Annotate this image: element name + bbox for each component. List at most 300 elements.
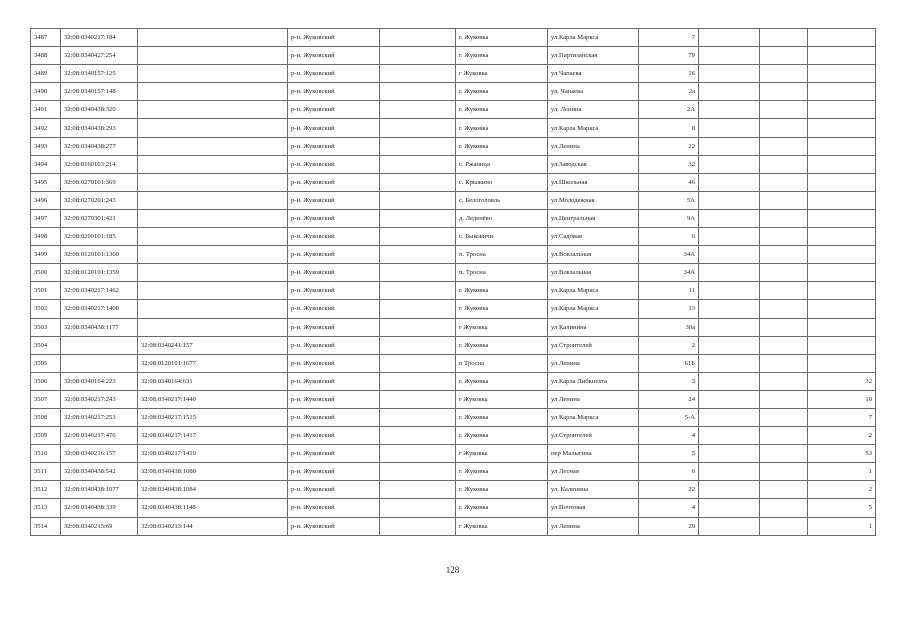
cell-building-cadastral-number [138,282,288,300]
cell-col-9 [699,282,760,300]
cell-district: р-н. Жуковский [288,390,380,408]
cell-row-number: 3513 [31,499,61,517]
cell-settlement: г. Жуковка [456,372,548,390]
cell-cadastral-number: 32:08:0340217:253 [61,408,138,426]
table-row [31,191,876,209]
table-row [31,336,876,354]
table-row [31,209,876,227]
page-number: 128 [445,565,460,575]
cell-house-number: 29 [639,517,699,535]
cell-cadastral-number: 32:08:0340164:223 [61,372,138,390]
cell-col-9 [699,427,760,445]
cell-building-cadastral-number [138,246,288,264]
cell-cadastral-number: 32:08:0340217:476 [61,427,138,445]
cell-col-5 [380,101,456,119]
cell-col-5 [380,83,456,101]
cell-street: ул Лесная [548,463,639,481]
cell-settlement: с. Ржаница [456,155,548,173]
cell-apartment-number: 53 [808,445,876,463]
cell-settlement: г. Жуковка [456,119,548,137]
table-body [31,29,876,536]
cell-district: р-н. Жуковский [288,499,380,517]
cell-row-number: 3511 [31,463,61,481]
cell-street: ул.Партизанская [548,47,639,65]
cell-district: р-н. Жуковский [288,155,380,173]
cell-house-number: 22 [639,481,699,499]
cell-cadastral-number [61,354,138,372]
cell-col-9 [699,137,760,155]
cell-building-cadastral-number: 32:08:0120101:1677 [138,354,288,372]
cell-building-cadastral-number [138,119,288,137]
cell-col-5 [380,517,456,535]
cell-settlement: п Тросна [456,354,548,372]
cell-building-cadastral-number: 32:08:0340217:1515 [138,408,288,426]
cell-street: ул.Ленина [548,354,639,372]
cell-house-number: 5А [639,191,699,209]
cell-cadastral-number: 32:08:0340438:293 [61,119,138,137]
cell-district: р-н. Жуковский [288,209,380,227]
cell-street: ул.Заводская [548,155,639,173]
table-row [31,390,876,408]
cell-col-9 [699,65,760,83]
cell-settlement: г Жуковка [456,445,548,463]
cell-street: ул.Вокзальная [548,264,639,282]
cell-row-number: 3502 [31,300,61,318]
cell-cadastral-number: 32:08:0340157:148 [61,83,138,101]
cell-col-9 [699,390,760,408]
cell-house-number: 4 [639,427,699,445]
table-row [31,137,876,155]
cell-col-5 [380,499,456,517]
cell-col-9 [699,191,760,209]
cell-district: р-н. Жуковский [288,318,380,336]
cell-settlement: г Жуковка [456,517,548,535]
cell-district: р-н. Жуковский [288,354,380,372]
cell-cadastral-number: 32:08:0340157:125 [61,65,138,83]
cell-col-10 [760,390,808,408]
cell-street: пер Малыгина [548,445,639,463]
cell-col-9 [699,47,760,65]
table-row [31,463,876,481]
cell-building-cadastral-number [138,173,288,191]
table-row [31,300,876,318]
cell-row-number: 3493 [31,137,61,155]
cell-col-9 [699,336,760,354]
cell-apartment-number [808,246,876,264]
cell-settlement: г. Жуковка [456,463,548,481]
cell-cadastral-number: 32:08:0340438:277 [61,137,138,155]
cell-district: р-н. Жуковский [288,47,380,65]
cell-building-cadastral-number: 32:08:0340438:1148 [138,499,288,517]
cell-apartment-number [808,83,876,101]
cell-apartment-number: 2 [808,481,876,499]
cell-house-number: 2А [639,101,699,119]
cell-street: ул.Почтовая [548,499,639,517]
cell-street: ул. Ленина [548,101,639,119]
cell-apartment-number [808,47,876,65]
cell-street: ул Чапаева [548,65,639,83]
cell-col-10 [760,209,808,227]
cell-house-number: 79 [639,47,699,65]
cell-district: р-н. Жуковский [288,300,380,318]
cell-settlement: с. Быковичи [456,228,548,246]
cell-col-9 [699,155,760,173]
table-row [31,408,876,426]
cell-col-5 [380,119,456,137]
cell-building-cadastral-number [138,300,288,318]
cell-col-5 [380,47,456,65]
cell-cadastral-number: 32:08:0270301:421 [61,209,138,227]
cell-building-cadastral-number [138,228,288,246]
cell-settlement: д. Леденёво [456,209,548,227]
cell-district: р-н. Жуковский [288,29,380,47]
cell-row-number: 3506 [31,372,61,390]
cell-cadastral-number: 32:08:0340217:1408 [61,300,138,318]
cell-settlement: г. Жуковка [456,101,548,119]
cell-col-10 [760,65,808,83]
cell-district: р-н. Жуковский [288,481,380,499]
cell-street: ул.Молодежная [548,191,639,209]
cell-street: ул.Вокзальная [548,246,639,264]
cell-house-number: 7 [639,29,699,47]
cell-col-5 [380,137,456,155]
cell-district: р-н. Жуковский [288,282,380,300]
cell-col-5 [380,427,456,445]
cell-apartment-number [808,101,876,119]
cell-house-number: 22 [639,137,699,155]
table-row [31,29,876,47]
cell-col-9 [699,173,760,191]
cell-col-10 [760,246,808,264]
cell-col-5 [380,390,456,408]
cell-house-number: 6 [639,228,699,246]
cell-col-5 [380,209,456,227]
cell-house-number: 3 [639,372,699,390]
cell-building-cadastral-number: 32:08:0340217:1419 [138,445,288,463]
cell-house-number: 34А [639,246,699,264]
cell-settlement: г. Жуковка [456,83,548,101]
cell-settlement: г. Жуковка [456,137,548,155]
cell-apartment-number [808,336,876,354]
cell-apartment-number: 1 [808,517,876,535]
table-row [31,445,876,463]
cell-apartment-number [808,155,876,173]
cell-cadastral-number: 32:08:0340438:1077 [61,481,138,499]
cell-street: ул.Садовая [548,228,639,246]
cell-row-number: 3490 [31,83,61,101]
cell-row-number: 3507 [31,390,61,408]
cell-row-number: 3500 [31,264,61,282]
cell-apartment-number [808,209,876,227]
cell-cadastral-number: 32:08:0340438:339 [61,499,138,517]
cell-col-10 [760,300,808,318]
cell-district: р-н. Жуковский [288,137,380,155]
cell-col-5 [380,445,456,463]
cell-district: р-н. Жуковский [288,119,380,137]
cell-col-10 [760,228,808,246]
cell-building-cadastral-number [138,264,288,282]
cell-row-number: 3487 [31,29,61,47]
cell-street: ул.Ленина [548,137,639,155]
cell-building-cadastral-number: 32:08:0340213:144 [138,517,288,535]
cell-col-10 [760,155,808,173]
cell-col-9 [699,372,760,390]
cell-street: ул Калинина [548,318,639,336]
table-row [31,228,876,246]
cell-row-number: 3497 [31,209,61,227]
cell-street: ул. Калинина [548,481,639,499]
cell-street: ул Ленина [548,390,639,408]
cell-settlement: с. Крыжино [456,173,548,191]
cell-row-number: 3508 [31,408,61,426]
cell-col-9 [699,445,760,463]
table-row [31,101,876,119]
cell-col-10 [760,372,808,390]
cell-col-5 [380,481,456,499]
cell-house-number: 6 [639,463,699,481]
table-row [31,47,876,65]
cell-col-9 [699,264,760,282]
cell-settlement: г Жуковка [456,390,548,408]
cell-col-9 [699,408,760,426]
table-row [31,282,876,300]
cell-apartment-number [808,191,876,209]
cell-col-9 [699,517,760,535]
cell-cadastral-number: 32:08:0340217:184 [61,29,138,47]
cell-row-number: 3498 [31,228,61,246]
cell-apartment-number [808,264,876,282]
cell-settlement: г. Жуковка [456,408,548,426]
cell-street: ул.Карла Маркса [548,300,639,318]
cell-col-5 [380,173,456,191]
cell-settlement: г. Жуковка [456,336,548,354]
cell-col-10 [760,354,808,372]
table-row [31,517,876,535]
cell-col-9 [699,209,760,227]
cell-col-5 [380,336,456,354]
cell-col-9 [699,354,760,372]
cell-apartment-number: 32 [808,372,876,390]
cell-col-5 [380,408,456,426]
cell-col-10 [760,517,808,535]
cell-col-10 [760,191,808,209]
cell-settlement: г Жуковка [456,318,548,336]
cell-col-9 [699,246,760,264]
cell-building-cadastral-number [138,65,288,83]
cell-house-number: 30а [639,318,699,336]
cell-col-5 [380,372,456,390]
cell-building-cadastral-number: 32:08:0340217:1440 [138,390,288,408]
cell-col-10 [760,173,808,191]
cell-col-5 [380,300,456,318]
cell-cadastral-number: 32:08:0340213:69 [61,517,138,535]
cell-apartment-number [808,282,876,300]
cell-row-number: 3489 [31,65,61,83]
cell-col-10 [760,481,808,499]
cell-house-number: 13 [639,300,699,318]
cell-cadastral-number: 32:08:0160103:214 [61,155,138,173]
cell-street: ул.Карла Маркса [548,29,639,47]
table-row [31,155,876,173]
table-row [31,318,876,336]
cell-col-5 [380,318,456,336]
cell-district: р-н. Жуковский [288,264,380,282]
cell-cadastral-number [61,336,138,354]
cell-apartment-number: 7 [808,408,876,426]
registry-table [30,28,876,536]
table-row [31,83,876,101]
cell-settlement: г. Жуковка [456,47,548,65]
cell-col-9 [699,481,760,499]
cell-cadastral-number: 32:08:0290101:185 [61,228,138,246]
cell-row-number: 3494 [31,155,61,173]
table-row [31,65,876,83]
cell-house-number: 5 [639,445,699,463]
cell-street: ул Карла Маркса [548,408,639,426]
cell-settlement: г Жуковка [456,65,548,83]
cell-house-number: 4 [639,499,699,517]
cell-row-number: 3495 [31,173,61,191]
cell-col-9 [699,101,760,119]
cell-cadastral-number: 32:08:0340217:1462 [61,282,138,300]
cell-district: р-н. Жуковский [288,65,380,83]
cell-row-number: 3504 [31,336,61,354]
cell-house-number: 5-А [639,408,699,426]
cell-row-number: 3505 [31,354,61,372]
cell-street: ул.Строителей [548,427,639,445]
cell-col-9 [699,300,760,318]
table-row [31,372,876,390]
cell-cadastral-number: 32:08:0340438:320 [61,101,138,119]
cell-row-number: 3503 [31,318,61,336]
cell-col-10 [760,137,808,155]
cell-house-number: 2 [639,336,699,354]
table-row [31,354,876,372]
cell-house-number: 9А [639,209,699,227]
cell-col-9 [699,499,760,517]
cell-building-cadastral-number [138,29,288,47]
cell-col-5 [380,282,456,300]
cell-col-10 [760,499,808,517]
cell-house-number: 16 [639,65,699,83]
table-row [31,481,876,499]
cell-apartment-number [808,300,876,318]
cell-district: р-н. Жуковский [288,246,380,264]
cell-settlement: г. Жуковка [456,481,548,499]
cell-street: ул.Карла Маркса [548,119,639,137]
cell-col-9 [699,83,760,101]
cell-apartment-number [808,137,876,155]
cell-building-cadastral-number [138,209,288,227]
cell-row-number: 3496 [31,191,61,209]
cell-district: р-н. Жуковский [288,427,380,445]
cell-apartment-number [808,318,876,336]
cell-col-10 [760,29,808,47]
cell-house-number: 61Б [639,354,699,372]
cell-house-number: 46 [639,173,699,191]
cell-district: р-н. Жуковский [288,336,380,354]
cell-house-number: 32 [639,155,699,173]
cell-house-number: 8 [639,119,699,137]
cell-row-number: 3491 [31,101,61,119]
cell-building-cadastral-number [138,83,288,101]
cell-building-cadastral-number: 32:08:0340217:1417 [138,427,288,445]
cell-col-5 [380,155,456,173]
cell-house-number: 34А [639,264,699,282]
table-row [31,427,876,445]
cell-col-5 [380,228,456,246]
cell-row-number: 3510 [31,445,61,463]
cell-cadastral-number: 32:08:0120101:1360 [61,246,138,264]
cell-col-10 [760,83,808,101]
cell-cadastral-number: 32:08:0270101:369 [61,173,138,191]
cell-col-10 [760,119,808,137]
cell-district: р-н. Жуковский [288,173,380,191]
cell-col-9 [699,119,760,137]
cell-settlement: г. Жуковка [456,300,548,318]
cell-col-10 [760,282,808,300]
cell-apartment-number [808,173,876,191]
cell-settlement: г. Жуковка [456,29,548,47]
cell-settlement: п. Тросна [456,264,548,282]
cell-col-10 [760,264,808,282]
cell-col-10 [760,318,808,336]
cell-col-10 [760,336,808,354]
cell-col-9 [699,29,760,47]
cell-col-5 [380,65,456,83]
cell-street: ул.Школьная [548,173,639,191]
cell-cadastral-number: 32:08:0120101:1359 [61,264,138,282]
cell-col-5 [380,246,456,264]
cell-apartment-number: 2 [808,427,876,445]
cell-house-number: 2а [639,83,699,101]
cell-col-5 [380,463,456,481]
cell-building-cadastral-number [138,191,288,209]
cell-district: р-н. Жуковский [288,408,380,426]
cell-row-number: 3501 [31,282,61,300]
cell-col-5 [380,264,456,282]
cell-apartment-number [808,119,876,137]
cell-building-cadastral-number: 32:08:0340438:1084 [138,481,288,499]
cell-cadastral-number: 32:08:0340217:243 [61,390,138,408]
cell-row-number: 3499 [31,246,61,264]
cell-apartment-number [808,228,876,246]
cell-col-9 [699,318,760,336]
cell-building-cadastral-number [138,155,288,173]
cell-street: ул. Чапаева [548,83,639,101]
cell-row-number: 3514 [31,517,61,535]
cell-col-10 [760,101,808,119]
cell-building-cadastral-number [138,137,288,155]
table-row [31,264,876,282]
cell-apartment-number: 1 [808,463,876,481]
cell-settlement: г. Жуковка [456,427,548,445]
cell-col-5 [380,191,456,209]
cell-cadastral-number: 32:08:0340427:254 [61,47,138,65]
cell-district: р-н. Жуковский [288,445,380,463]
cell-street: ул.Центральная [548,209,639,227]
cell-building-cadastral-number [138,47,288,65]
cell-district: р-н. Жуковский [288,191,380,209]
cell-district: р-н. Жуковский [288,517,380,535]
cell-house-number: 11 [639,282,699,300]
cell-house-number: 24 [639,390,699,408]
cell-building-cadastral-number: 32:08:0340438:1080 [138,463,288,481]
cell-apartment-number: 10 [808,390,876,408]
cell-building-cadastral-number: 32:08:0340164:631 [138,372,288,390]
cell-col-10 [760,445,808,463]
cell-cadastral-number: 32:08:0340438:542 [61,463,138,481]
